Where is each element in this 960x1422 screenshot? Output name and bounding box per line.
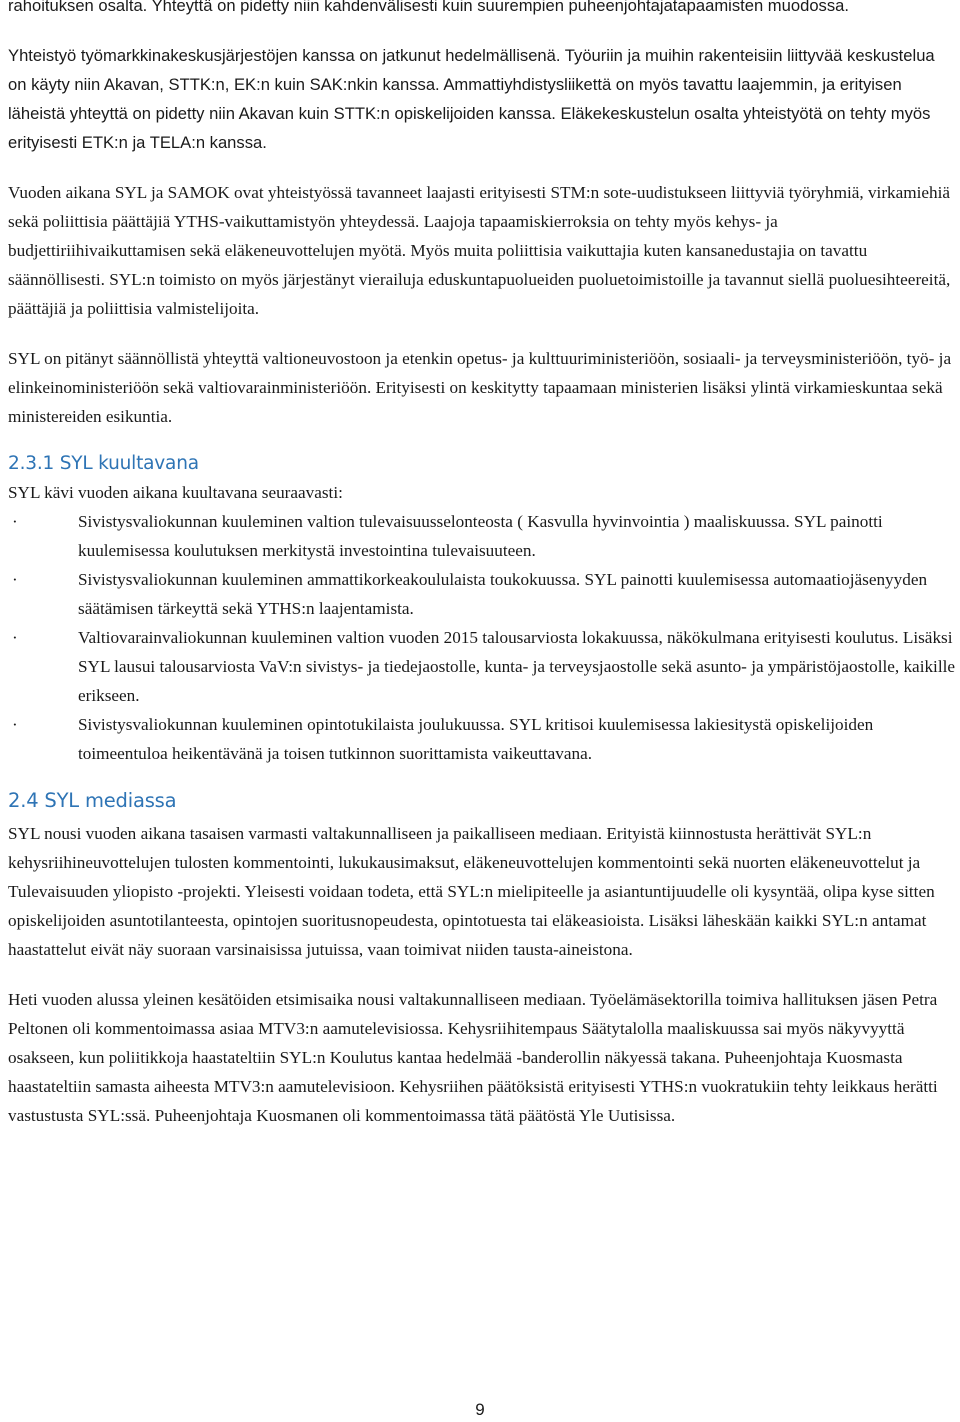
hearing-list xyxy=(8,507,956,768)
list-item xyxy=(8,710,956,768)
section-heading-kuultavana: 2.3.1 SYL kuultavana xyxy=(8,453,199,474)
paragraph-ministries xyxy=(8,344,956,431)
paragraph-media xyxy=(8,819,956,964)
list-item xyxy=(8,507,956,565)
list-item-text: Sivistysvaliokunnan kuuleminen ammattikorkeakoululaista toukokuussa. SYL painotti kuulemisessa automaatiojäsenyyden säätämisen tärkeyttä sekä YTHS:n laajentamista. xyxy=(78,570,928,618)
bullet-icon: · xyxy=(12,570,18,589)
list-item-text: Valtiovarainvaliokunnan kuuleminen valtion vuoden 2015 talousarviosta lokakuussa, näkökulmana erityisesti koulutus. Lisäksi SYL lausui talousarviosta VaV:n sivistys- ja tiedejaostolle, kunta- ja terveysjaostolle sekä asunto- ja ympäristöjaostolle, kaikille erikseen. xyxy=(78,628,956,705)
list-item-text: Sivistysvaliokunnan kuuleminen opintotukilaista joulukuussa. SYL kritisoi kuulemisessa lakiesitystä opiskelijoiden toimeentuloa heikentävänä ja toisen tutkinnon suorittamista vaikeuttavana. xyxy=(78,715,874,763)
paragraph-cooperation xyxy=(8,41,956,157)
list-item-text: Sivistysvaliokunnan kuuleminen valtion tulevaisuusselonteosta ( Kasvulla hyvinvointia ) maaliskuussa. SYL painotti kuulemisessa koulutuksen merkitystä investointina tulevaisuuteen. xyxy=(78,512,883,560)
bullet-icon: · xyxy=(12,715,18,734)
paragraph-text: Vuoden aikana SYL ja SAMOK ovat yhteistyössä tavanneet laajasti erityisesti STM:n sote-uudistukseen liittyviä työryhmiä, virkamiehiä sekä poliittisia päättäjiä YTHS-vaikuttamistyön yhteydessä. Laajoja tapaamiskierroksia on tehty myös kehys- ja budjettiriihivaikuttamisen sekä eläkeneuvottelujen myötä. Myös muita poliittisia vaikuttajia kuten kansanedustajia on tavattu säännöllisesti. SYL:n toimisto on myös järjestänyt vierailuja eduskuntapuolueiden puoluetoimistoille ja tavannut siellä puoluesihteereitä, päättäjiä ja poliittisia valmistelijoita. xyxy=(8,183,951,318)
section-intro: SYL kävi vuoden aikana kuultavana seuraavasti: xyxy=(8,483,343,502)
paragraph-media-events xyxy=(8,985,956,1130)
page-number: 9 xyxy=(475,1400,485,1419)
bullet-icon: · xyxy=(12,512,18,531)
paragraph-text: Yhteistyö työmarkkinakeskusjärjestöjen kanssa on jatkunut hedelmällisenä. Työuriin ja muihin rakenteisiin liittyvää keskustelua on käyty niin Akavan, STTK:n, EK:n kuin SAK:nkin kanssa. Ammattiyhdistysliikettä on myös tavattu laajemmin, ja erityisen läheistä yhteyttä on pidetty niin Akavan kuin STTK:n opiskelijoiden kanssa. Eläkekeskustelun osalta yhteistyötä on tehty myös erityisesti ETK:n ja TELA:n kanssa. xyxy=(8,46,935,152)
paragraph-text: SYL on pitänyt säännöllistä yhteyttä valtioneuvostoon ja etenkin opetus- ja kulttuuriministeriöön, sosiaali- ja terveysministeriöön, työ- ja elinkeinoministeriöön sekä valtiovarainministeriöön. Erityisesti on keskitytty tapaamaan ministerien lisäksi ylintä virkamieskuntaa sekä ministereiden esikuntia. xyxy=(8,349,952,426)
list-item xyxy=(8,565,956,623)
paragraph-samok xyxy=(8,178,956,323)
paragraph-text: rahoituksen osalta. Yhteyttä on pidetty niin kahdenvälisesti kuin suurempien puheenjohtajatapaamisten muodossa. xyxy=(8,0,849,15)
list-item xyxy=(8,623,956,710)
section-heading-mediassa: 2.4 SYL mediassa xyxy=(8,789,177,812)
paragraph-continuation xyxy=(8,0,956,20)
paragraph-text: Heti vuoden alussa yleinen kesätöiden etsimisaika nousi valtakunnalliseen mediaan. Työelämäsektorilla toimiva hallituksen jäsen Petra Peltonen oli kommentoimassa asiaa MTV3:n aamutelevisiossa. Kehysriihitempaus Säätytalolla maaliskuussa sai myös näkyvyyttä osakseen, kun poliitikkoja haastateltiin SYL:n Koulutus kantaa hedelmää -banderollin näkyessä takana. Puheenjohtaja Kuosmasta haastateltiin samasta aiheesta MTV3:n aamutelevisioon. Kehysriihen päätöksistä erityisesti YTHS:n vuokratukiin tehty leikkaus herätti vastustusta SYL:ssä. Puheenjohtaja Kuosmanen oli kommentoimassa tätä päätöstä Yle Uutisissa. xyxy=(8,990,938,1125)
bullet-icon: · xyxy=(12,628,18,647)
paragraph-text: SYL nousi vuoden aikana tasaisen varmasti valtakunnalliseen ja paikalliseen mediaan. Erityistä kiinnostusta herättivät SYL:n kehysriihineuvottelujen tulosten kommentointi, lukukausimaksut, eläkeneuvottelujen kommentointi sekä nuorten eläkeneuvottelut ja Tulevaisuuden yliopisto -projekti. Yleisesti voidaan todeta, että SYL:n mielipiteelle ja asiantuntijuudelle oli kysyntää, olipa kyse sitten opiskelijoiden asuntotilanteesta, opintojen suoritusnopeudesta, opintotuesta tai eläkeasioista. Lisäksi läheskään kaikki SYL:n antamat haastattelut eivät näy suoraan varsinaisissa jutuissa, vaan toimivat niiden tausta-aineistona. xyxy=(8,824,935,959)
document-page xyxy=(8,0,956,1130)
